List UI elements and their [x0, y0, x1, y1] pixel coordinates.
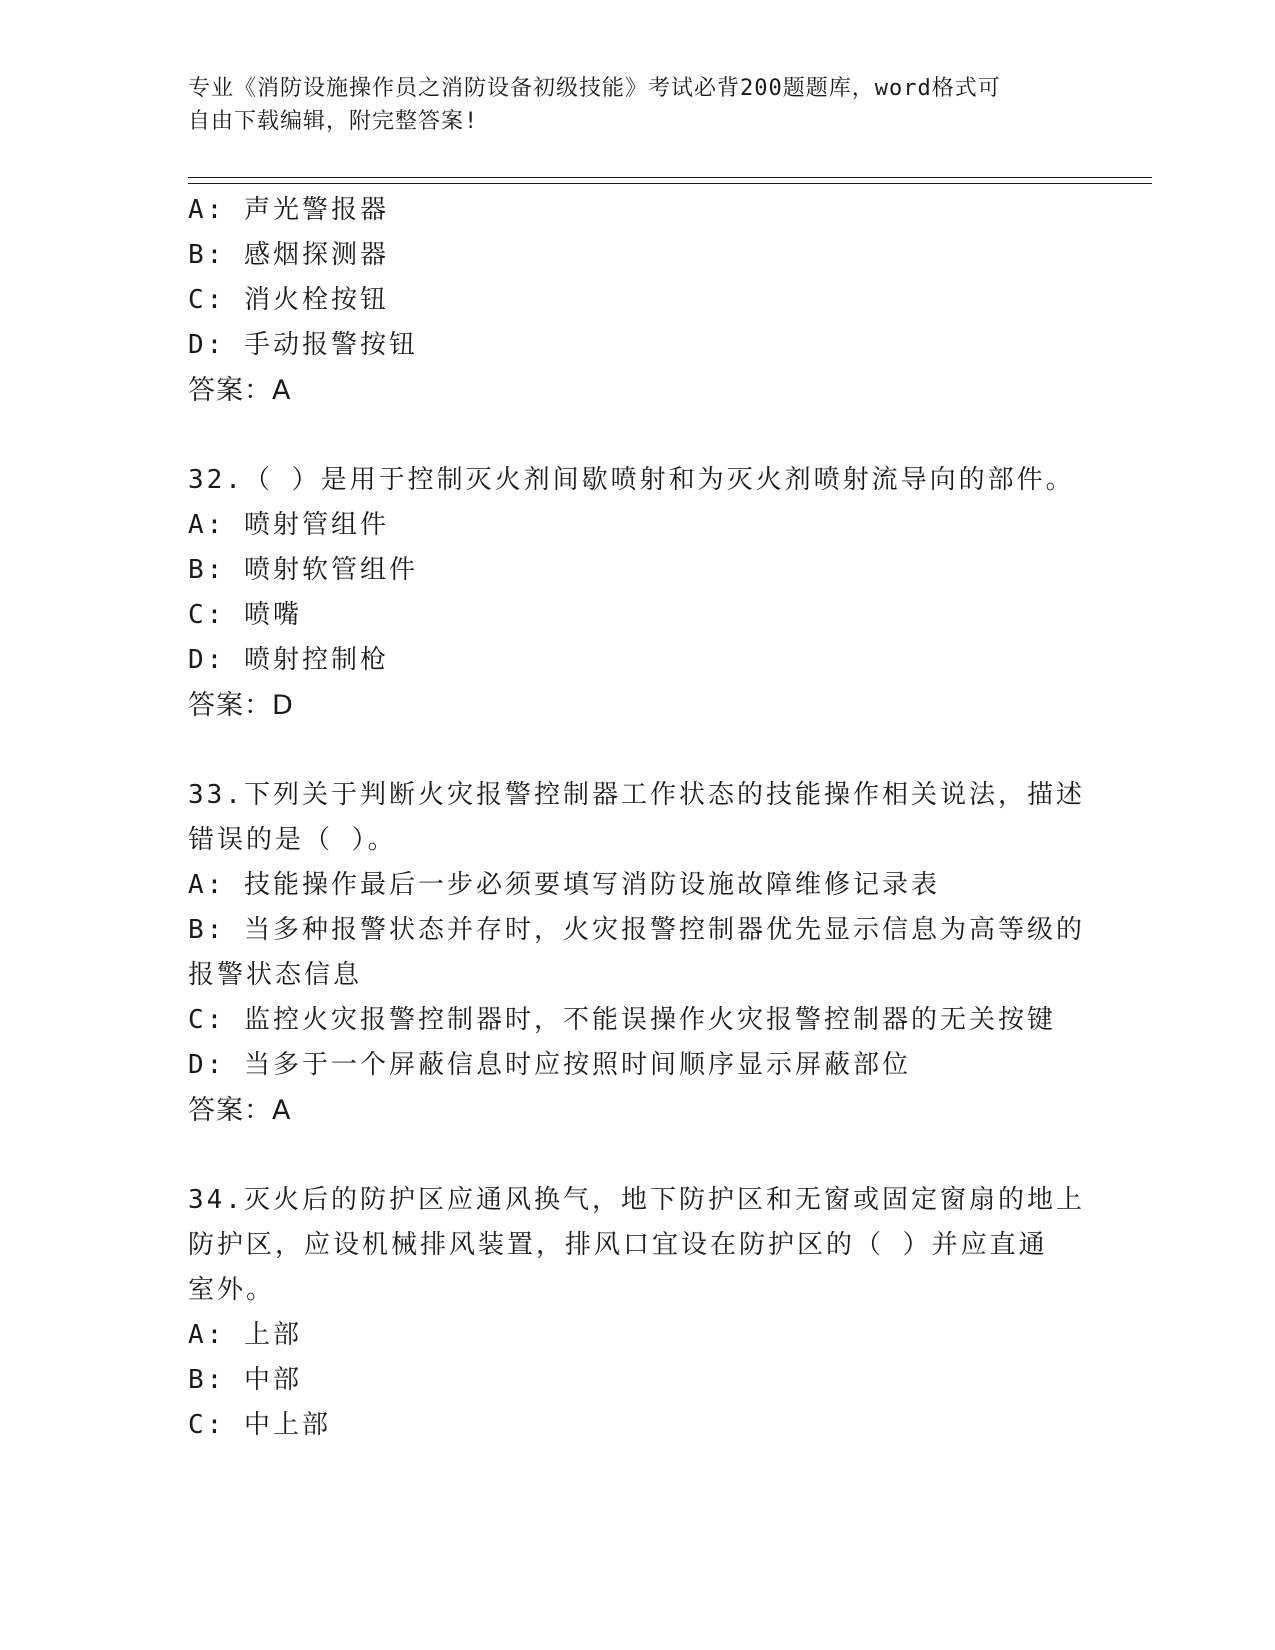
header-divider	[188, 177, 1152, 184]
option-c: C: 消火栓按钮	[188, 285, 389, 315]
answer: 答案：A	[188, 375, 292, 406]
option-c: C: 中上部	[188, 1410, 331, 1440]
header-line-1: 专业《消防设施操作员之消防设备初级技能》考试必背200题题库，word格式可	[188, 76, 1001, 101]
question-34	[188, 1178, 1088, 1448]
option-d: D: 喷射控制枪	[188, 645, 389, 675]
spacer	[188, 413, 1088, 458]
option-b: B: 中部	[188, 1365, 302, 1395]
question-32	[188, 458, 1088, 728]
question-stem: 33.下列关于判断火灾报警控制器工作状态的技能操作相关说法，描述	[188, 780, 1085, 810]
option-d: D: 手动报警按钮	[188, 330, 418, 360]
question-stem-continued: 室外。	[188, 1275, 276, 1305]
option-a: A: 技能操作最后一步必须要填写消防设施故障维修记录表	[188, 870, 940, 900]
question-31	[188, 188, 1088, 413]
option-c: C: 监控火灾报警控制器时，不能误操作火灾报警控制器的无关按键	[188, 1005, 1056, 1035]
answer: 答案：A	[188, 1095, 292, 1126]
question-33	[188, 773, 1088, 1133]
spacer	[188, 1133, 1088, 1178]
spacer	[188, 728, 1088, 773]
question-list	[188, 188, 1088, 1448]
question-stem-continued: 错误的是（ ）。	[188, 825, 397, 855]
question-stem-continued: 防护区，应设机械排风装置，排风口宜设在防护区的（ ）并应直通	[188, 1230, 1048, 1260]
option-b: B: 喷射软管组件	[188, 555, 418, 585]
option-a: A: 上部	[188, 1320, 302, 1350]
option-b: B: 感烟探测器	[188, 240, 389, 270]
option-b-continued: 报警状态信息	[188, 960, 363, 990]
option-d: D: 当多于一个屏蔽信息时应按照时间顺序显示屏蔽部位	[188, 1050, 911, 1080]
document-header	[188, 72, 1068, 138]
option-c: C: 喷嘴	[188, 600, 302, 630]
answer: 答案：D	[188, 690, 294, 721]
option-a: A: 声光警报器	[188, 195, 389, 225]
option-a: A: 喷射管组件	[188, 510, 389, 540]
option-b: B: 当多种报警状态并存时，火灾报警控制器优先显示信息为高等级的	[188, 915, 1085, 945]
question-stem: 34.灭火后的防护区应通风换气，地下防护区和无窗或固定窗扇的地上	[188, 1185, 1085, 1215]
header-line-2: 自由下载编辑，附完整答案!	[188, 109, 479, 134]
question-stem: 32.（ ）是用于控制灭火剂间歇喷射和为灭火剂喷射流导向的部件。	[188, 465, 1075, 495]
